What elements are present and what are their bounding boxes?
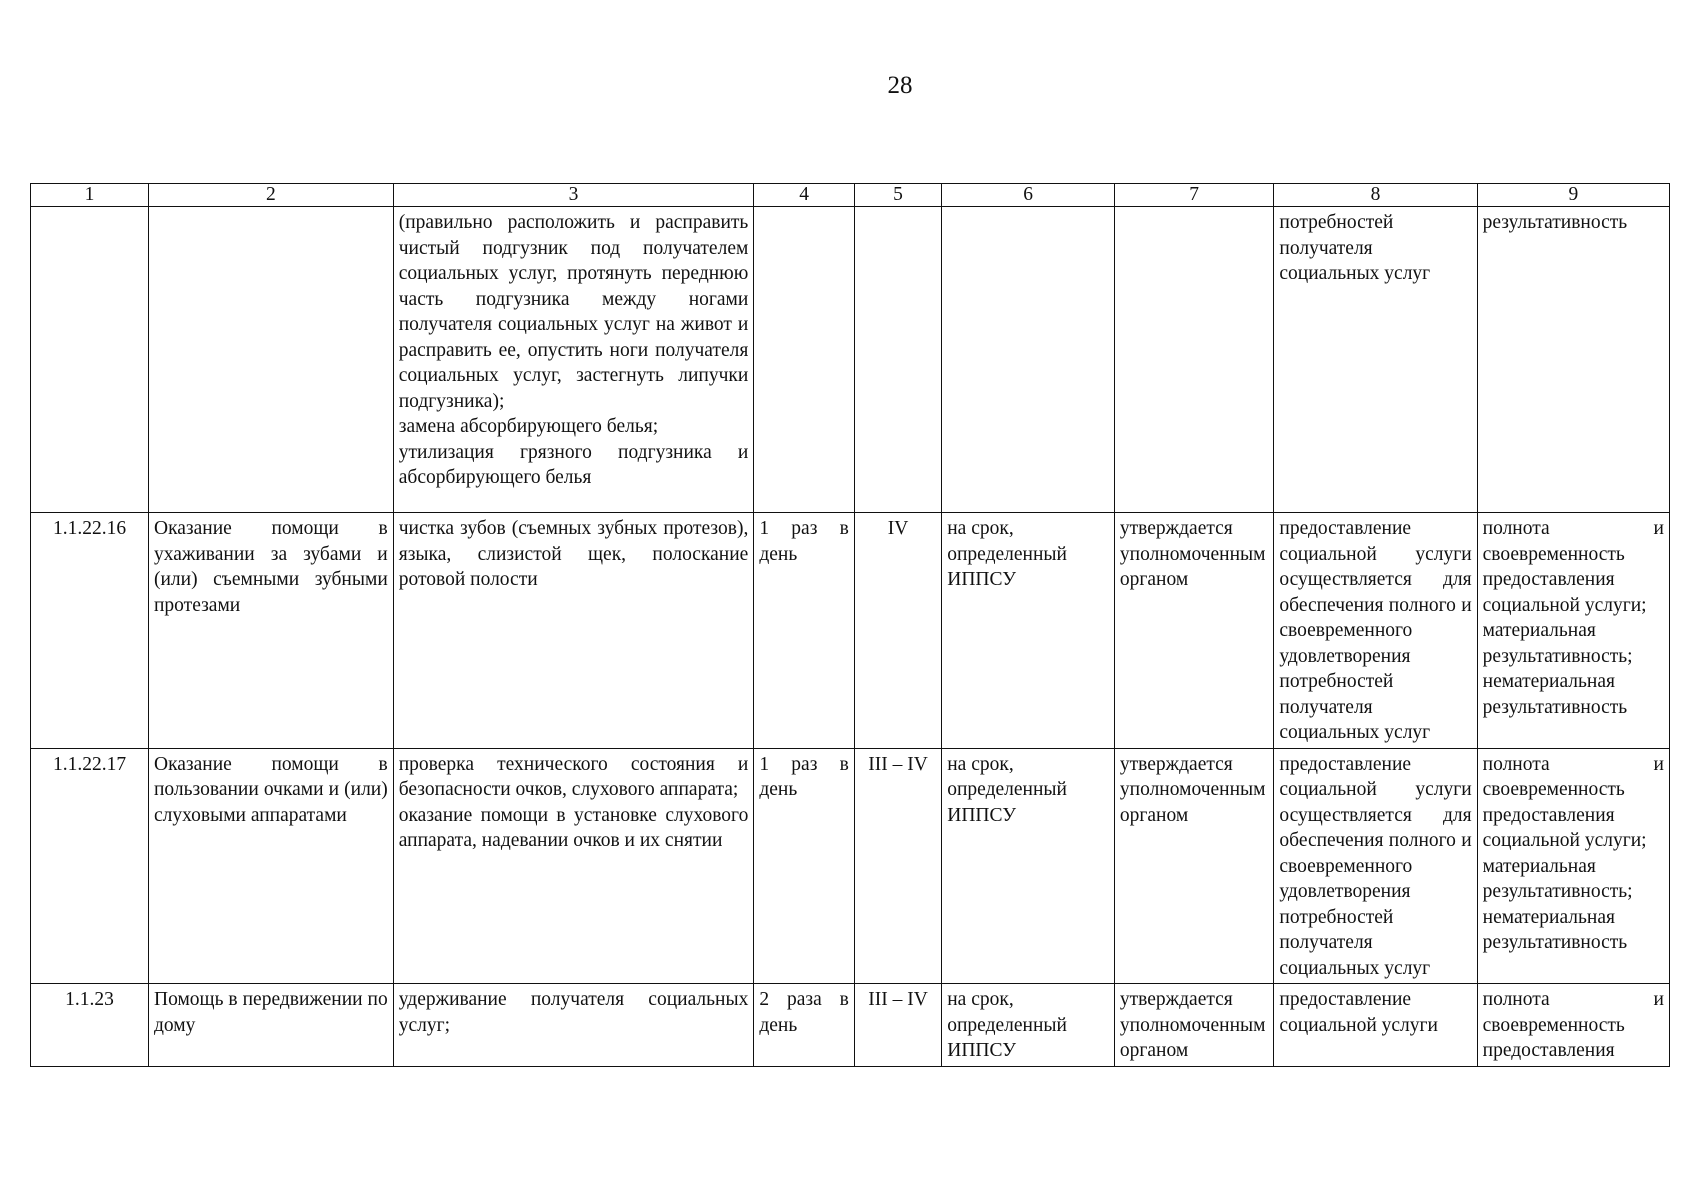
cell-code	[31, 207, 149, 513]
cell-indicators: результативность	[1477, 207, 1669, 513]
cell-indicators: полнота и своевременность предоставления социальной услуги; материальная результативность; нематериальная результативность	[1477, 748, 1669, 984]
cell-tariff: утверждается уполномоченным органом	[1114, 513, 1274, 749]
cell-name	[149, 207, 394, 513]
cell-content: чистка зубов (съемных зубных протезов), языка, слизистой щек, полоскание ротовой полости	[393, 513, 754, 749]
cell-conditions: предоставление социальной услуги	[1274, 984, 1477, 1067]
services-table	[30, 183, 1670, 1067]
cell-conditions: потребностей получателя социальных услуг	[1274, 207, 1477, 513]
table-row	[31, 207, 1670, 513]
header-col-6: 6	[942, 184, 1115, 207]
cell-content: проверка технического состояния и безопасности очков, слухового аппарата; оказание помощи в установке слухового аппарата, надевании очков и их снятии	[393, 748, 754, 984]
cell-content: (правильно расположить и расправить чистый подгузник под получателем социальных услуг, протянуть переднюю часть подгузника между ногами получателя социальных услуг на живот и расправить ее, опустить ноги получателя социальных услуг, застегнуть липучки подгузника); замена абсорбирующего белья; утилизация грязного подгузника и абсорбирующего белья	[393, 207, 754, 513]
table-row	[31, 748, 1670, 984]
cell-term: на срок, определенный ИППСУ	[942, 748, 1115, 984]
cell-code: 1.1.22.16	[31, 513, 149, 749]
cell-group: III – IV	[854, 748, 941, 984]
cell-frequency	[754, 207, 855, 513]
cell-frequency: 1 раз в день	[754, 748, 855, 984]
header-col-8: 8	[1274, 184, 1477, 207]
cell-content: удерживание получателя социальных услуг;	[393, 984, 754, 1067]
cell-indicators: полнота и своевременность предоставления социальной услуги; материальная результативность; нематериальная результативность	[1477, 513, 1669, 749]
cell-indicators: полнота и своевременность предоставления	[1477, 984, 1669, 1067]
header-col-4: 4	[754, 184, 855, 207]
header-col-1: 1	[31, 184, 149, 207]
cell-group: III – IV	[854, 984, 941, 1067]
cell-group	[854, 207, 941, 513]
table-row	[31, 984, 1670, 1067]
cell-code: 1.1.23	[31, 984, 149, 1067]
header-row	[31, 184, 1670, 207]
cell-term	[942, 207, 1115, 513]
cell-group: IV	[854, 513, 941, 749]
header-col-7: 7	[1114, 184, 1274, 207]
cell-frequency: 1 раз в день	[754, 513, 855, 749]
header-col-5: 5	[854, 184, 941, 207]
cell-name: Оказание помощи в ухаживании за зубами и (или) съемными зубными протезами	[149, 513, 394, 749]
cell-frequency: 2 раза в день	[754, 984, 855, 1067]
cell-name: Помощь в передвижении по дому	[149, 984, 394, 1067]
table-row	[31, 513, 1670, 749]
cell-tariff: утверждается уполномоченным органом	[1114, 748, 1274, 984]
cell-tariff	[1114, 207, 1274, 513]
cell-name: Оказание помощи в пользовании очками и (или) слуховыми аппаратами	[149, 748, 394, 984]
cell-tariff: утверждается уполномоченным органом	[1114, 984, 1274, 1067]
cell-term: на срок, определенный ИППСУ	[942, 513, 1115, 749]
header-col-3: 3	[393, 184, 754, 207]
header-col-2: 2	[149, 184, 394, 207]
cell-code: 1.1.22.17	[31, 748, 149, 984]
cell-conditions: предоставление социальной услуги осуществляется для обеспечения полного и своевременного удовлетворения потребностей получателя социальных услуг	[1274, 513, 1477, 749]
page-number: 28	[887, 72, 913, 99]
cell-conditions: предоставление социальной услуги осуществляется для обеспечения полного и своевременного удовлетворения потребностей получателя социальных услуг	[1274, 748, 1477, 984]
header-col-9: 9	[1477, 184, 1669, 207]
cell-term: на срок, определенный ИППСУ	[942, 984, 1115, 1067]
